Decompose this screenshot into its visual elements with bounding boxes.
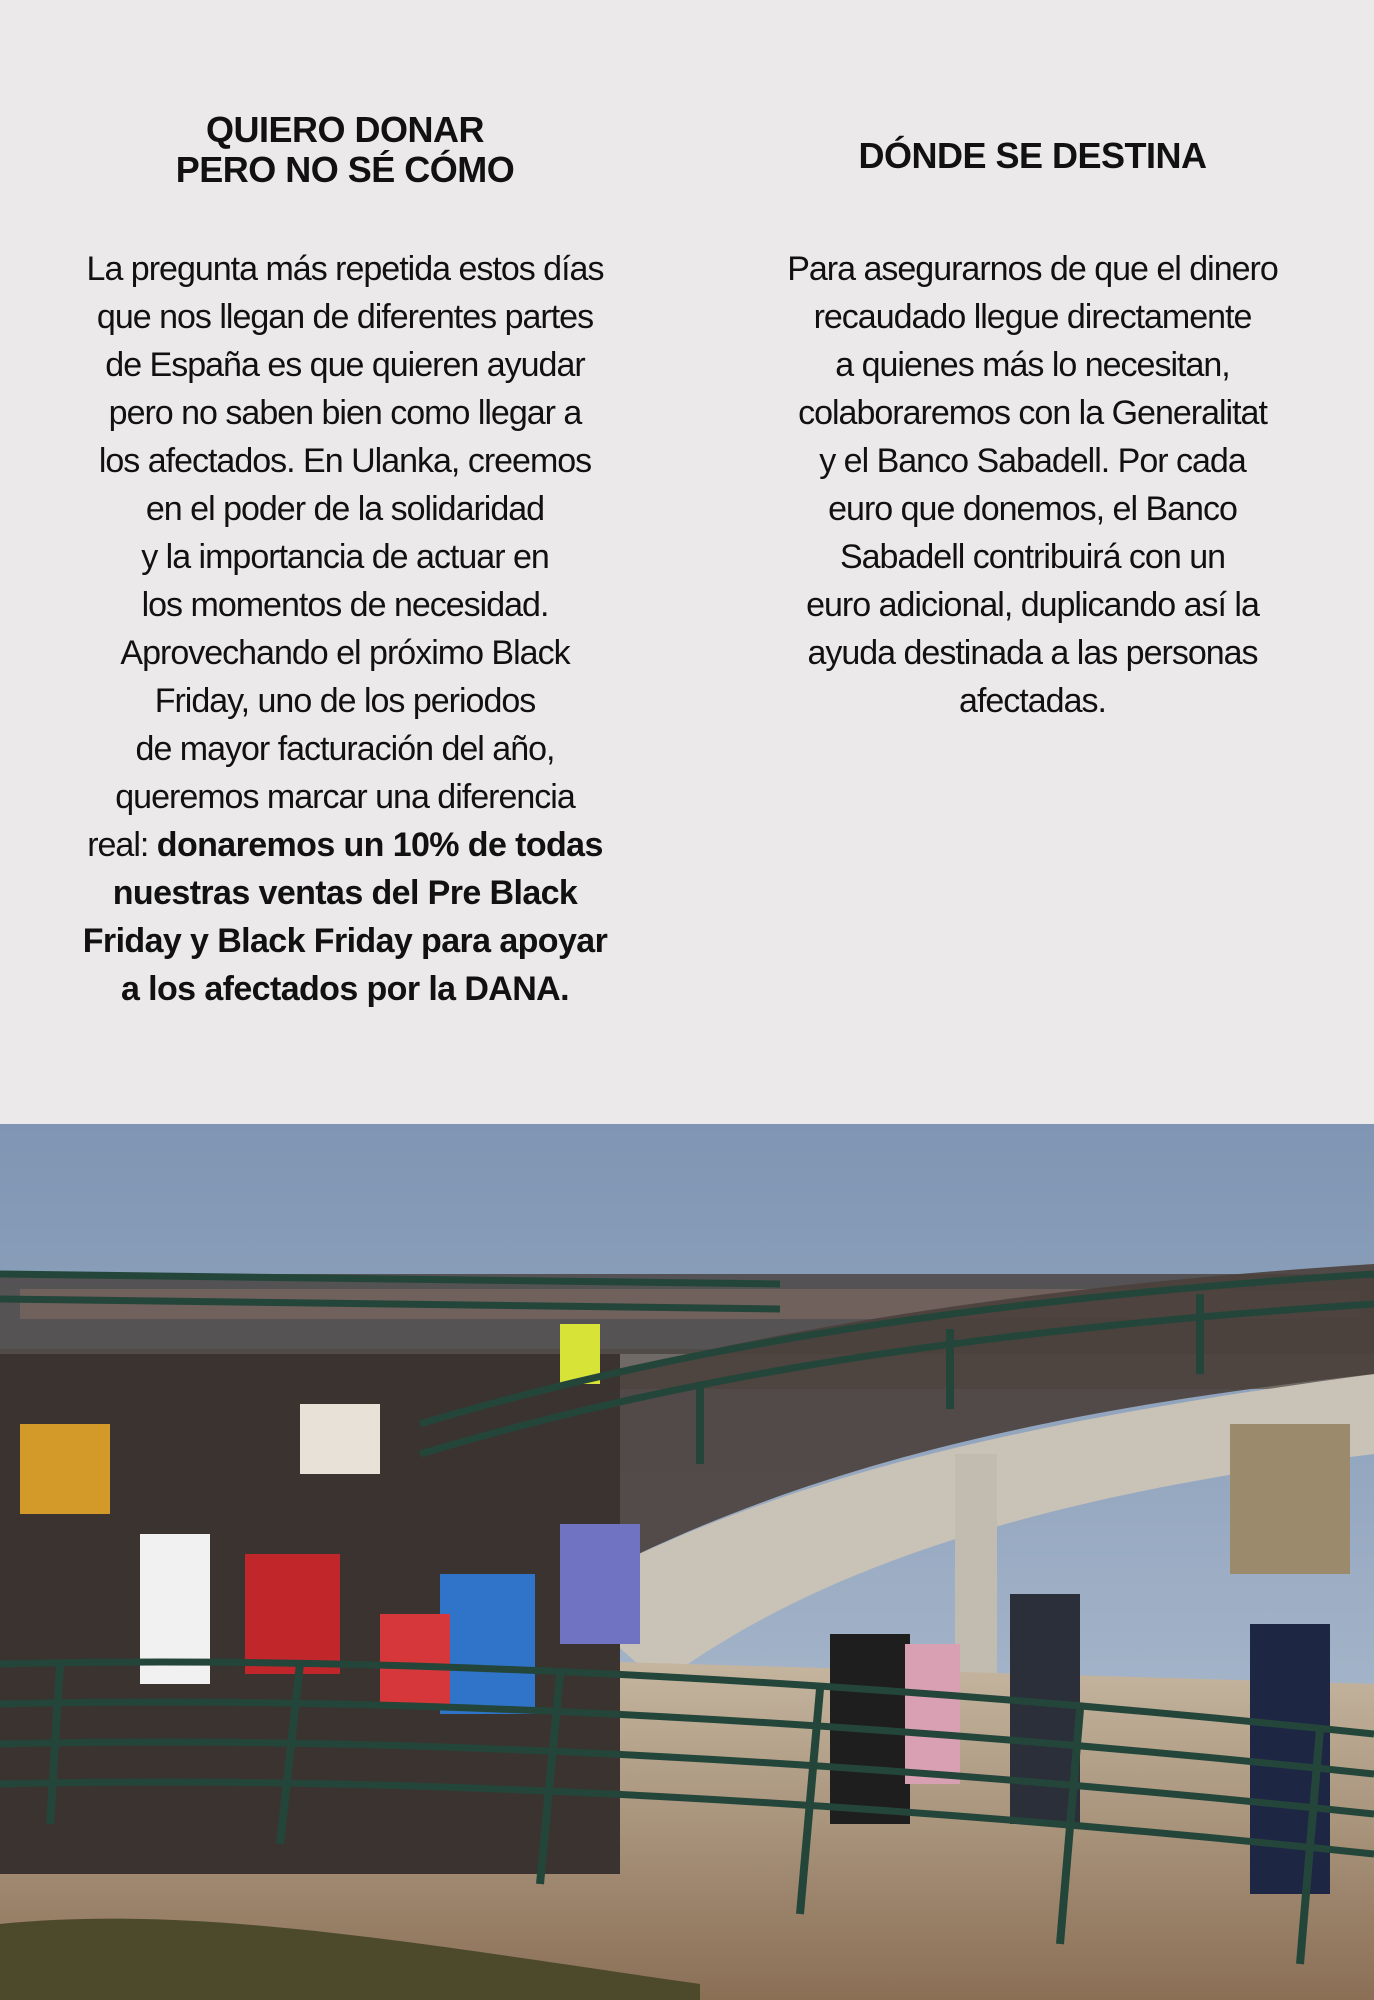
donate-body-line: los momentos de necesidad. — [141, 586, 549, 624]
donate-heading — [40, 110, 650, 190]
bridge-structure — [1230, 1424, 1350, 1574]
donate-body-line: de mayor facturación del año, — [135, 730, 555, 768]
donate-body-line: queremos marcar una diferencia — [115, 778, 575, 816]
destination-heading: DÓNDE SE DESTINA — [858, 135, 1207, 176]
donate-body-line: y la importancia de actuar en — [141, 538, 549, 576]
destination-body-line: a quienes más lo necesitan, — [835, 346, 1230, 384]
donate-body-line: Friday, uno de los periodos — [154, 682, 536, 720]
donation-pledge-line: Friday y Black Friday para apoyar — [82, 922, 608, 960]
destination-body-line: euro que donemos, el Banco — [828, 490, 1237, 528]
destination-body-line: y el Banco Sabadell. Por cada — [819, 442, 1246, 480]
donate-body-line: de España es que quieren ayudar — [105, 346, 585, 384]
donate-body-line: Aprovechando el próximo Black — [120, 634, 570, 672]
donate-body-line: La pregunta más repetida estos días — [86, 250, 604, 288]
destination-body-line: colaboraremos con la Generalitat — [798, 394, 1267, 432]
donate-body-line: los afectados. En Ulanka, creemos — [98, 442, 592, 480]
destination-body-line: ayuda destinada a las personas — [807, 634, 1258, 672]
photo-illustration — [0, 1124, 1374, 2000]
destination-body-line: Para asegurarnos de que el dinero — [787, 250, 1278, 288]
donate-body-mixed-line — [40, 821, 650, 869]
donate-heading-line-2: PERO NO SÉ CÓMO — [175, 149, 515, 190]
donate-body-line: que nos llegan de diferentes partes — [96, 298, 594, 336]
donation-pledge-line: a los afectados por la DANA. — [121, 970, 569, 1008]
volunteers-footbridge-photo — [0, 1124, 1374, 2000]
destination-body-line: Sabadell contribuirá con un — [839, 538, 1226, 576]
donate-body-prefix: real: — [87, 826, 157, 864]
donation-pledge-line: nuestras ventas del Pre Black — [112, 874, 578, 912]
donate-heading-line-1: QUIERO DONAR — [205, 109, 484, 150]
destination-body — [730, 245, 1335, 725]
destination-body-line: recaudado llegue directamente — [813, 298, 1252, 336]
donate-body — [40, 245, 650, 1013]
donation-pledge-start: donaremos un 10% de todas — [156, 826, 603, 864]
destination-body-line: afectadas. — [959, 682, 1106, 720]
donate-body-line: en el poder de la solidaridad — [145, 490, 545, 528]
destination-body-line: euro adicional, duplicando así la — [806, 586, 1259, 624]
donate-body-line: pero no saben bien como llegar a — [108, 394, 582, 432]
